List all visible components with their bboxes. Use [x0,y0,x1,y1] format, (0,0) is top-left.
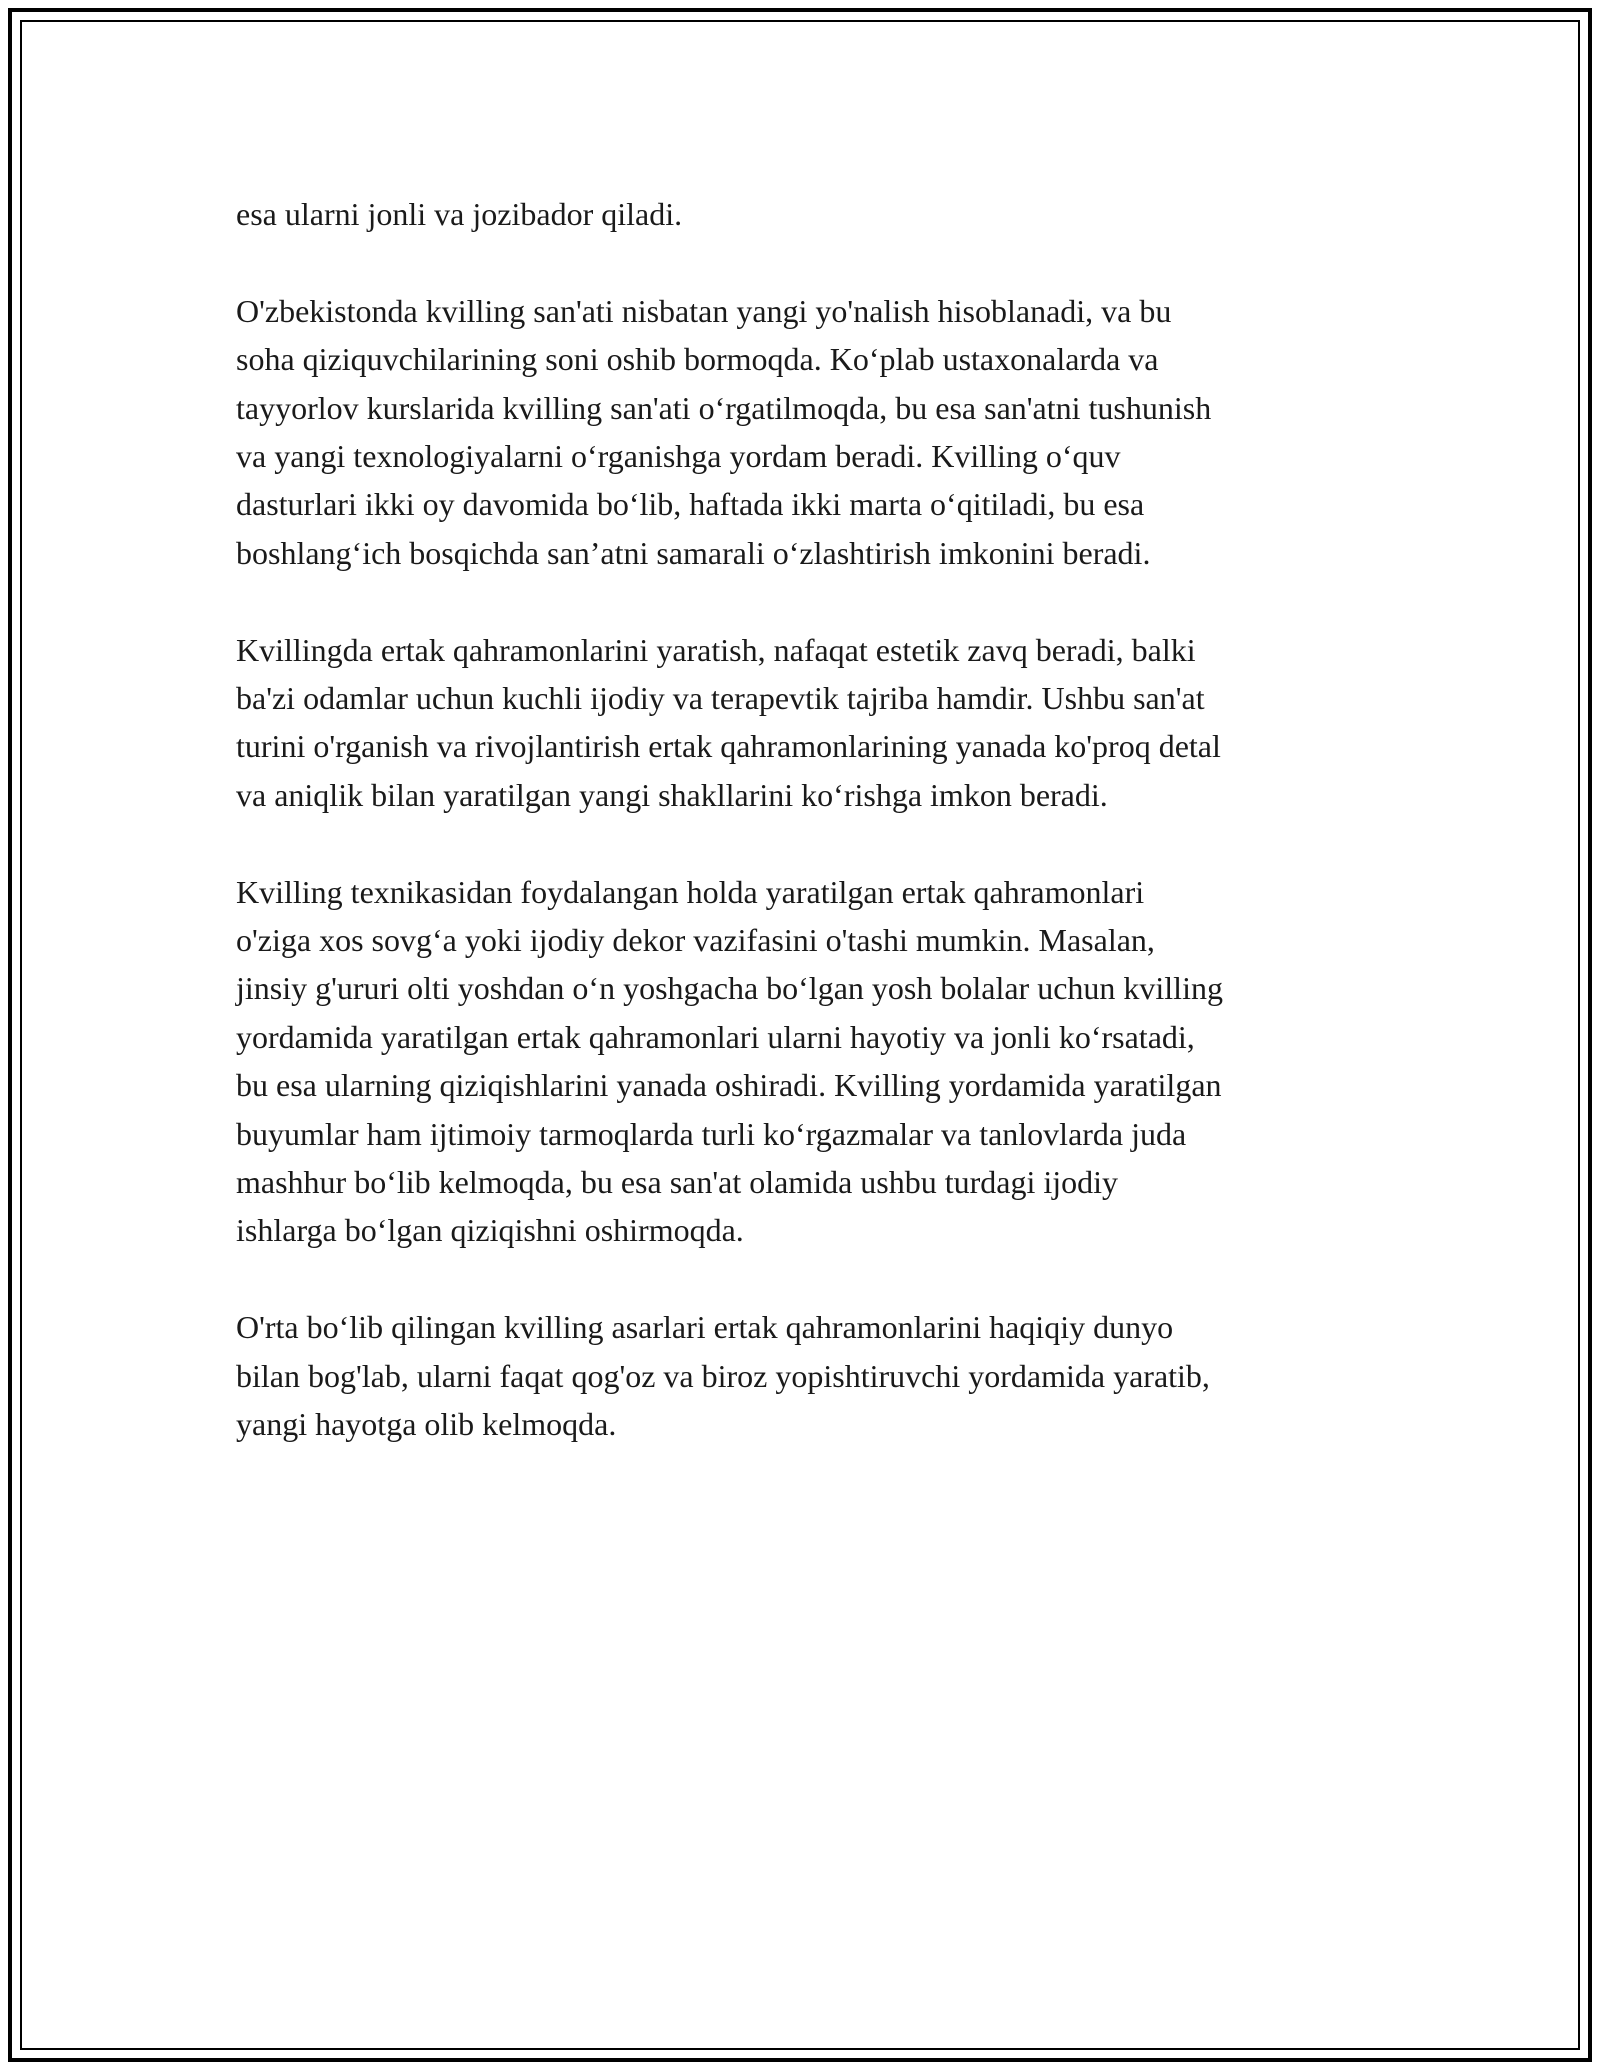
paragraph-5: O'rta bo‘lib qilingan kvilling asarlari ertak qahramonlarini haqiqiy dunyo bilan bog'lab, ularni faqat qog'oz va biroz yopishtiruvchi yordamida yaratib, yangi hayotga olib kelmoqda. [236,1309,1210,1443]
document-body [236,190,1376,1497]
paragraph-1: esa ularni jonli va jozibador qiladi. [236,196,683,232]
paragraph-4: Kvilling texnikasidan foydalangan holda yaratilgan ertak qahramonlari o'ziga xos sovg‘a yoki ijodiy dekor vazifasini o'tashi mumkin. Masalan, jinsiy g'ururi olti yoshdan o‘n yoshgacha bo‘lgan yosh bolalar uchun kvilling yordamida yaratilgan ertak qahramonlari ularni hayotiy va jonli ko‘rsatadi, bu esa ularning qiziqishlarini yanada oshiradi. Kvilling yordamida yaratilgan buyumlar ham ijtimoiy tarmoqlarda turli ko‘rgazmalar va tanlovlarda juda mashhur bo‘lib kelmoqda, bu esa san'at olamida ushbu turdagi ijodiy ishlarga bo‘lgan qiziqishni oshirmoqda. [236,873,1223,1249]
paragraph-3: Kvillingda ertak qahramonlarini yaratish, nafaqat estetik zavq beradi, balki ba'zi odamlar uchun kuchli ijodiy va terapevtik tajriba hamdir. Ushbu san'at turini o'rganish va rivojlantirish ertak qahramonlarining yanada ko'proq detal va aniqlik bilan yaratilgan yangi shakllarini ko‘rishga imkon beradi. [236,631,1221,813]
paragraph-2: O'zbekistonda kvilling san'ati nisbatan yangi yo'nalish hisoblanadi, va bu soha qiziquvchilarining soni oshib bormoqda. Ko‘plab ustaxonalarda va tayyorlov kurslarida kvilling san'ati o‘rgatilmoqda, bu esa san'atni tushunish va yangi texnologiyalarni o‘rganishga yordam beradi. Kvilling o‘quv dasturlari ikki oy davomida bo‘lib, haftada ikki marta o‘qitiladi, bu esa boshlang‘ich bosqichda san’atni samarali o‘zlashtirish imkonini beradi. [236,292,1212,571]
